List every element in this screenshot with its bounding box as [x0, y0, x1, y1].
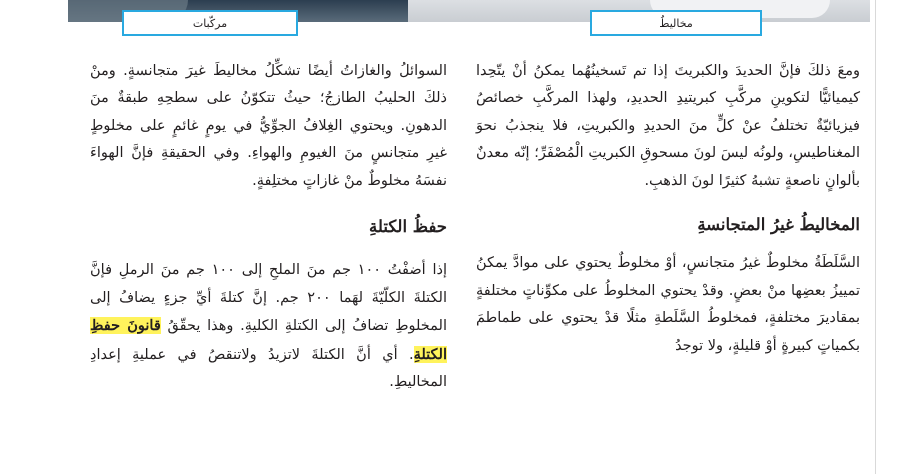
paragraph-liquids-gases: السوائلُ والغازاتُ أيضًا تشكِّلُ مخاليطَ غيرَ متجانسةٍ. ومنْ ذلكَ الحليبُ الطازجُ؛ حيثُ تتكوّنُ على سطحِهِ طبقةٌ منَ الدهونِ. ويحتوي الغِلافُ الجوِّيُّ في يومٍ غائمٍ على مخلوطٍ غيرِ متجانسٍ منَ الغيومِ والهواءِ. وفي الحقيقةِ فإنَّ الهواءَ نفسَهُ مخلوطٌ منْ غازاتٍ مختلِفةٍ. [90, 63, 447, 189]
right-column [476, 58, 860, 360]
heading-heterogeneous-mixtures: المخاليطُ غيرُ المتجانسةِ [697, 215, 860, 235]
heading-conservation-of-mass: حفظُ الكتلةِ [369, 217, 447, 237]
paragraph-salad: السَّلَطَةُ مخلوطٌ غيرُ متجانسٍ، أوْ مخلوطٌ يحتوي على موادَّ يمكنُ تمييزُ بعضِها منْ بعضٍ. وقدْ يحتوي المخلوطُ على مكوِّناتٍ مختلفةٍ بمقاديرَ مختلفةٍ، فمخلوطُ السَّلَطةِ مثلًا قدْ يحتوي على طماطمَ بكمياتٍ كبيرةٍ أوْ قليلةٍ، ولا توجدُ [476, 255, 860, 354]
paragraph-iron-sulfide: ومعَ ذلكَ فإنَّ الحديدَ والكبريتَ إذا تم تَسخينُهُما يمكنُ أنْ يتّحِدا كيميائيًّا لتكوينِ مركَّبِ كبريتيدِ الحديدِ، ولهذا المركَّبِ خصائصُ فيزيائيّةٌ تختلفُ عنْ كلٍّ منَ الحديدِ والكبريتِ، فلا ينجذبُ نحوَ المغناطيسِ، ولونُه ليسَ لونَ مسحوقِ الكبريتِ الْمُصْفَرِّ؛ إنّه معدنٌ بألوانٍ ناصعةٍ تشبهُ كثيرًا لونَ الذهبِ. [476, 63, 860, 189]
caption-compounds: مركّبات [122, 10, 298, 36]
paragraph-conservation [90, 257, 447, 396]
caption-mixtures: مخاليطُ [590, 10, 762, 36]
highlighted-term-law: قانونَ حفظِ الكتلةِ [90, 317, 447, 363]
conservation-text-before: إذا أضفْتُ ١٠٠ جم منَ الملحِ إلى ١٠٠ جم منَ الرملِ فإنَّ الكتلةَ الكلّيّةَ لهَما ٢٠٠ جم. إنَّ كتلةَ أيِّ جزءٍ يضافُ إلى المخلوطِ تضافُ إلى الكتلةِ الكليةِ. وهذا يحقّقُ [90, 262, 447, 335]
page-edge-rule [875, 0, 876, 474]
conservation-text-after: . أي أنَّ الكتلةَ لاتزيدُ ولاتنقصُ في عمليةِ إعدادِ المخاليطِ. [90, 346, 447, 391]
left-column [90, 58, 447, 396]
